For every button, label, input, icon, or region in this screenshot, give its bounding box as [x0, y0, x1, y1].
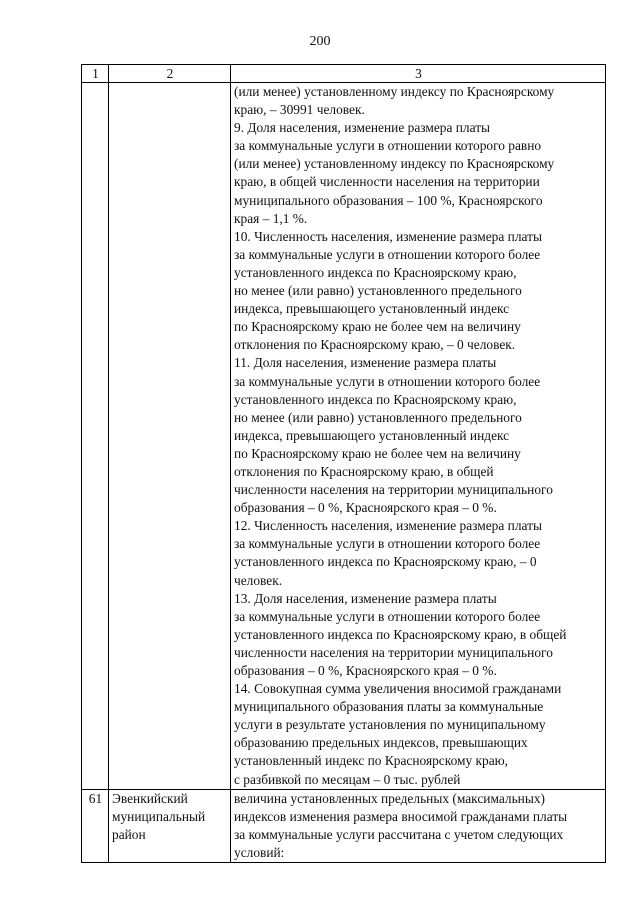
- text-line: отклонения по Красноярскому краю, в общей: [234, 463, 494, 479]
- text-line: края – 1,1 %.: [234, 210, 308, 226]
- text-line: услуги в результате установления по муниципальному: [234, 717, 546, 733]
- text-line: по Красноярскому краю не более чем на величину: [234, 319, 521, 335]
- text-line: установленный индекс по Красноярскому краю,: [234, 753, 509, 769]
- text-line: по Красноярскому краю не более чем на величину: [234, 445, 521, 461]
- text-line: муниципального образования – 100 %, Красноярского: [234, 192, 543, 208]
- row-description: [231, 83, 606, 790]
- text-line: 11. Доля населения, изменение размера платы: [234, 355, 497, 371]
- text-line: индекса, превышающего установленный индекс: [234, 301, 510, 317]
- text-line: краю, в общей численности населения на территории: [234, 174, 540, 190]
- text-line: условий:: [234, 844, 285, 860]
- text-line: численности населения на территории муниципального: [234, 644, 553, 660]
- municipality-name-line: Эвенкийский: [112, 790, 188, 806]
- text-line: муниципального образования платы за коммунальные: [234, 699, 544, 715]
- text-line: за коммунальные услуги в отношении которого более: [234, 246, 541, 262]
- text-line: (или менее) установленному индексу по Красноярскому: [234, 156, 555, 172]
- text-line: образования – 0 %, Красноярского края – 0 %.: [234, 663, 497, 678]
- text-line: краю, – 30991 человек.: [234, 102, 365, 118]
- text-line: 14. Совокупная сумма увеличения вносимой гражданами: [234, 681, 562, 697]
- text-line: (или менее) установленному индексу по Красноярскому: [234, 84, 555, 99]
- regulation-table: [81, 64, 606, 863]
- text-line: 10. Численность населения, изменение размера платы: [234, 228, 542, 244]
- text-line: численности населения на территории муниципального: [234, 482, 553, 498]
- header-col-1: 1: [82, 65, 109, 83]
- text-line: установленного индекса по Красноярскому краю, – 0: [234, 554, 537, 570]
- text-line: установленного индекса по Красноярскому краю,: [234, 391, 517, 407]
- table-row: [82, 83, 606, 790]
- text-line: с разбивкой по месяцам – 0 тыс. рублей: [234, 771, 461, 787]
- text-line: но менее (или равно) установленного предельного: [234, 409, 522, 425]
- municipality-name-line: муниципальный: [112, 808, 206, 824]
- municipality-name: [109, 83, 231, 790]
- header-col-3: 3: [231, 65, 606, 83]
- row-number: 61: [82, 789, 109, 862]
- text-line: за коммунальные услуги в отношении которого более: [234, 608, 541, 624]
- header-col-2: 2: [109, 65, 231, 83]
- text-line: индексов изменения размера вносимой гражданами платы: [234, 808, 568, 824]
- municipality-name-line: район: [112, 826, 146, 842]
- row-description: [231, 789, 606, 862]
- table-header: [82, 65, 606, 83]
- text-line: отклонения по Красноярскому краю, – 0 человек.: [234, 337, 516, 353]
- municipality-name: [109, 789, 231, 862]
- table-row: [82, 789, 606, 862]
- row-number: [82, 83, 109, 790]
- text-line: 12. Численность населения, изменение размера платы: [234, 518, 542, 534]
- text-line: за коммунальные услуги в отношении которого более: [234, 536, 541, 552]
- text-line: образования – 0 %, Красноярского края – 0 %.: [234, 500, 497, 516]
- page-number: 200: [309, 34, 331, 49]
- text-line: установленного индекса по Красноярскому краю, в общей: [234, 626, 567, 642]
- text-line: образованию предельных индексов, превышающих: [234, 735, 528, 751]
- text-line: индекса, превышающего установленный индекс: [234, 427, 510, 443]
- text-line: за коммунальные услуги в отношении которого более: [234, 373, 541, 389]
- text-line: за коммунальные услуги в отношении которого равно: [234, 138, 542, 154]
- text-line: за коммунальные услуги рассчитана с учетом следующих: [234, 826, 564, 842]
- text-line: 13. Доля населения, изменение размера платы: [234, 590, 497, 606]
- text-line: 9. Доля населения, изменение размера платы: [234, 120, 491, 136]
- text-line: человек.: [234, 572, 283, 588]
- text-line: но менее (или равно) установленного предельного: [234, 283, 522, 299]
- text-line: величина установленных предельных (максимальных): [234, 790, 545, 806]
- text-line: установленного индекса по Красноярскому краю,: [234, 264, 517, 280]
